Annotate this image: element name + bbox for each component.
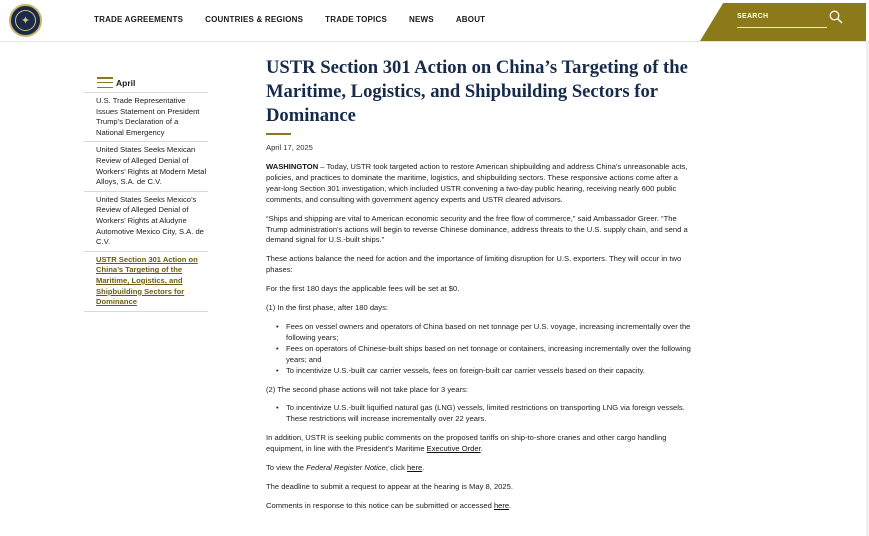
- sidebar-item-aludyne[interactable]: United States Seeks Mexico’s Review of Alleged Denial of Workers’ Rights at Aludyne Automotive Mexico City, S.A. de C.V.: [84, 191, 208, 251]
- paragraph-phase-one: (1) In the first phase, after 180 days:: [266, 303, 388, 313]
- punct: .: [422, 463, 425, 473]
- search-icon[interactable]: [829, 10, 843, 24]
- phase-two-list: [266, 403, 696, 425]
- nav-countries-regions[interactable]: COUNTRIES & REGIONS: [205, 15, 304, 24]
- sidebar-item-national-emergency[interactable]: U.S. Trade Representative Issues Statement on President Trump’s Declaration of a National Emergency: [84, 92, 208, 141]
- menu-icon: [97, 77, 113, 88]
- fr-title: Federal Register Notice: [306, 463, 386, 473]
- ustr-seal-logo[interactable]: [9, 4, 42, 37]
- intro-text: – Today, USTR took targeted action to restore American shipbuilding and address China’s unreasonable acts, policies, and practices to dominate the maritime, logistics, and shipbuilding sectors. These responsive actions come after a year-long Section 301 investigation, which included USTR convening a two-day public hearing, receiving nearly 600 public comments, and consulting with government agency experts and USTR cleared advisors.: [266, 162, 688, 204]
- paragraph-quote: “Ships and shipping are vital to American economic security and the free flow of commerce,” said Ambassador Greer. “The Trump administration’s actions will begin to reverse Chinese dominance, address threats to the U.S. supply chain, and send a demand signal for U.S.-built ships.”: [266, 213, 688, 245]
- article-date: April 17, 2025: [266, 143, 313, 152]
- comments-link[interactable]: here: [493, 500, 510, 510]
- page-title: USTR Section 301 Action on China’s Targeting of the Maritime, Logistics, and Shipbuilding Sectors for Dominance: [266, 57, 688, 126]
- nav-about[interactable]: ABOUT: [455, 15, 486, 24]
- sidebar-title: April: [116, 77, 136, 88]
- sidebar-item-section-301-active[interactable]: USTR Section 301 Action on China’s Targeting of the Maritime, Logistics, and Shipbuilding Sectors for Dominance: [84, 251, 208, 312]
- list-item: • Fees on vessel owners and operators of China based on net tonnage per U.S. voyage, increasing incrementally over the following years;: [266, 322, 696, 344]
- punct: .: [480, 444, 483, 454]
- paragraph-intro: [266, 162, 696, 206]
- executive-order-link[interactable]: Executive Order: [426, 444, 481, 454]
- submit-text: Comments in response to this notice can be submitted or accessed: [266, 500, 494, 510]
- paragraph-first-180: For the first 180 days the applicable fees will be set at $0.: [266, 284, 460, 294]
- list-item: • To incentivize U.S.-built liquified natural gas (LNG) vessels, limited restrictions on transporting LNG via foreign vessels. These restrictions will increase incrementally over 22 years.: [266, 403, 696, 425]
- paragraph-deadline: The deadline to submit a request to appear at the hearing is May 8, 2025.: [266, 481, 513, 491]
- nav-trade-agreements[interactable]: TRADE AGREEMENTS: [94, 15, 184, 24]
- phase-one-list: [266, 322, 696, 377]
- dateline: WASHINGTON: [266, 162, 319, 171]
- paragraph-submit: [266, 501, 696, 512]
- punct: .: [509, 500, 512, 510]
- list-item: • To incentivize U.S.-built car carrier vessels, fees on foreign-built car carrier vessels based on their capacity.: [266, 366, 696, 377]
- nav-trade-topics[interactable]: TRADE TOPICS: [325, 15, 387, 24]
- paragraph-comments: [266, 433, 696, 455]
- search-input[interactable]: SEARCH: [737, 13, 769, 20]
- comments-text: In addition, USTR is seeking public comments on the proposed tariffs on ship-to-shore cranes and other cargo handling equipment, in line with the President’s Maritime: [266, 433, 667, 454]
- sidebar-header[interactable]: [97, 77, 135, 88]
- paragraph-phase-two: (2) The second phase actions will not take place for 3 years:: [266, 384, 469, 394]
- fr-text: To view the: [266, 463, 307, 473]
- fr-text-mid: , click: [385, 463, 407, 473]
- article: [266, 56, 696, 520]
- main-nav: [94, 15, 507, 24]
- sidebar-list: [84, 92, 208, 312]
- list-item: • Fees on operators of Chinese-built ships based on net tonnage or containers, increasing incrementally over the following years; and: [266, 344, 696, 366]
- nav-news[interactable]: NEWS: [409, 15, 434, 24]
- paragraph-federal-register: [266, 463, 696, 474]
- paragraph-phases: These actions balance the need for action and the importance of limiting disruption for U.S. exporters. They will occur in two phases:: [266, 254, 682, 275]
- eagle-icon: ✦: [15, 10, 36, 31]
- federal-register-link[interactable]: here: [407, 463, 423, 473]
- sidebar-item-modern-metal-alloys[interactable]: United States Seeks Mexican Review of Alleged Denial of Workers’ Rights at Modern Metal Alloys, S.A. de C.V.: [84, 141, 208, 190]
- title-divider: [266, 133, 291, 135]
- search-underline: [737, 27, 827, 28]
